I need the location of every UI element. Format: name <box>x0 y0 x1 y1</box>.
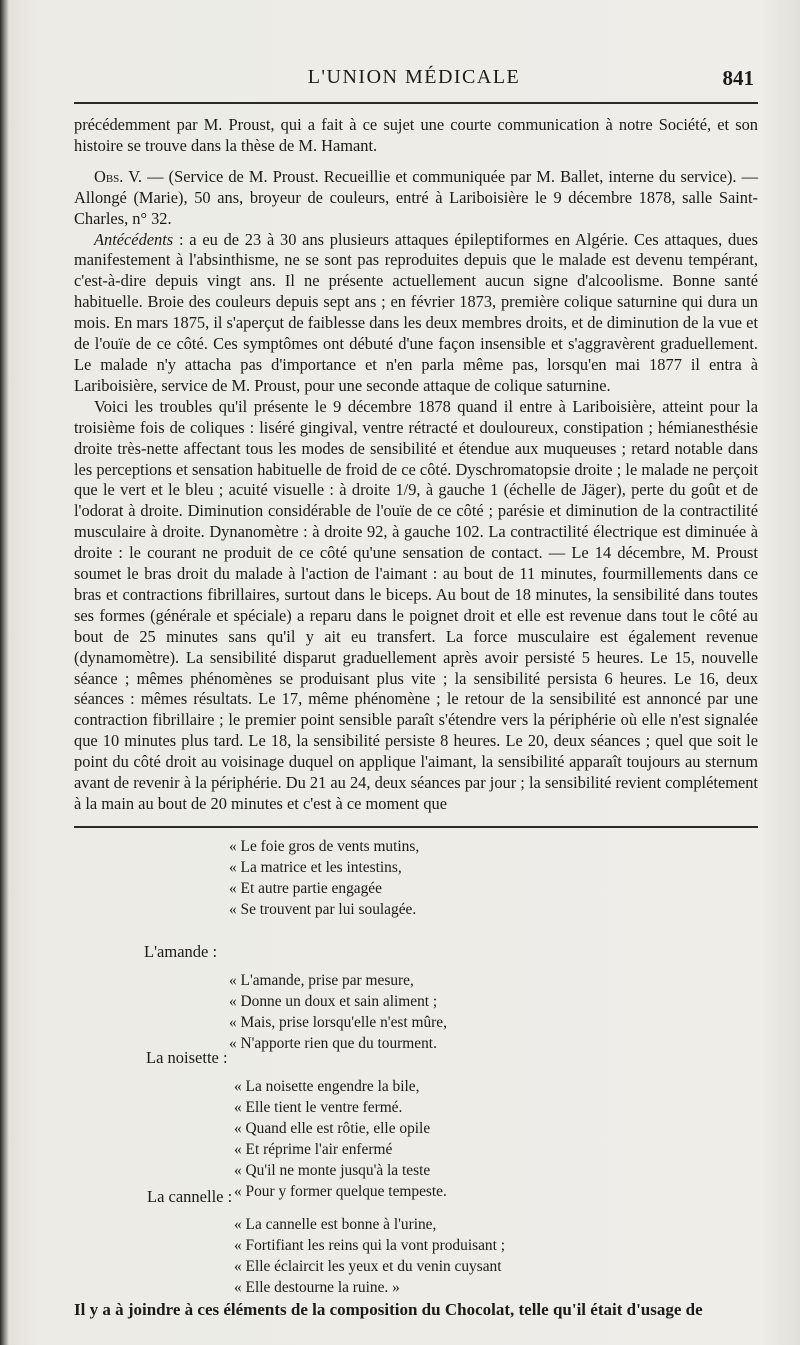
article-body <box>74 115 758 815</box>
troubles-paragraph: Voici les troubles qu'il présente le 9 décembre 1878 quand il entre à Lariboisière, atteint pour la troisième fois de coliques : liséré gingival, ventre rétracté et douloureux, constipation ; hémianesthésie droite très-nette affectant tous les modes de sensibilité et étendue aux muqueuses ; retard notable dans les perceptions et sensation habituelle de froid de ce côté. Dyschromatopsie droite ; le malade ne perçoit que le vert et le bleu ; acuité visuelle : à droite 1/9, à gauche 1 (échelle de Jäger), perte du goût et de l'odorat à droite. Diminution considérable de l'ouïe de ce côté ; parésie et diminution de la contractilité musculaire à droite. Dynanomètre : à droite 92, à gauche 102. La contractilité électrique est diminuée à droite : le courant ne produit de ce côté qu'une sensation de contact. — Le 14 décembre, M. Proust soumet le bras droit du malade à l'action de l'aimant : au bout de 11 minutes, fourmillements dans ce bras et contractions fibrillaires, surtout dans le biceps. Au bout de 18 minutes, la sensibilité dans toutes ses formes (générale et spéciale) a reparu dans le poignet droit et elle est revenue dans tout le côté au bout de 25 minutes sans qu'il y ait eu transfert. La force musculaire est également revenue (dynamomètre). La sensibilité disparut graduellement après avoir persisté 5 heures. Le 15, nouvelle séance ; mêmes phénomènes se produisant plus vite ; la sensibilité persista 6 heures. Le 16, deux séances : mêmes résultats. Le 17, même phénomène ; le retour de la sensibilité est annoncé par une contraction fibrillaire ; le premier point sensible paraît s'étendre vers la périphérie où elle n'est signalée que 10 minutes plus tard. Le 18, la sensibilité persiste 8 heures. Le 20, deux séances ; quel que soit le point du côté droit au voisinage duquel on applique l'aimant, la sensibilité apparaît toujours au sternum avant de revenir à la périphérie. Du 21 au 24, deux séances par jour ; la sensibilité revient complétement à la main au bout de 20 minutes et c'est à ce moment que <box>74 396 758 813</box>
label-noisette: La noisette : <box>146 1048 228 1067</box>
running-title: L'UNION MÉDICALE <box>307 66 521 88</box>
stanza-noisette <box>234 1076 800 1202</box>
verse-line: « Quand elle est rôtie, elle opile <box>234 1120 431 1137</box>
final-line: Il y a à joindre à ces éléments de la composition du Chocolat, telle qu'il était d'usage de <box>74 1300 703 1319</box>
verse-line: « La noisette engendre la bile, <box>234 1078 420 1095</box>
antecedents-text: : a eu de 23 à 30 ans plusieurs attaques épileptiformes en Algérie. Ces attaques, dues manifestement à l'absinthisme, ne se sont pas reproduites depuis que le malade est devenu tempérant, c'est-à-dire depuis vingt ans. Il ne présente actuellement aucun signe d'alcoolisme. Bonne santé habituelle. Broie des couleurs depuis sept ans ; en février 1873, première colique saturnine qui dura un mois. En mars 1875, il s'aperçut de faiblesse dans les deux membres droits, et de diminution de la vue et de l'ouïe de ce côté. Ces symptômes ont débuté d'une façon insensible et s'aggravèrent graduellement. Le malade n'y attacha pas d'importance et n'en parla même pas, lorsqu'en mai 1877 il entra à Lariboisière, service de M. Proust, pour une seconde attaque de colique saturnine. <box>74 229 758 395</box>
stanza-cannelle <box>234 1214 800 1298</box>
antecedents-label: Antécédents <box>94 229 174 249</box>
header-rule <box>74 102 758 104</box>
verse-line: « Elle destourne la ruine. » <box>234 1279 400 1296</box>
stanza-intro <box>229 836 800 920</box>
verse-line: « Et autre partie engagée <box>229 880 382 897</box>
page-number: 841 <box>722 66 754 90</box>
verse-line: « Et réprime l'air enfermé <box>234 1141 393 1158</box>
intro-paragraph: précédemment par M. Proust, qui a fait à ce sujet une courte communication à notre Société, et son histoire se trouve dans la thèse de M. Hamant. <box>74 115 758 155</box>
verse-line: « Qu'il ne monte jusqu'à la teste <box>234 1162 431 1179</box>
verse-line: « N'apporte rien que du tourment. <box>229 1035 437 1052</box>
antecedents-paragraph <box>74 230 758 397</box>
verse-line: « L'amande, prise par mesure, <box>229 972 414 989</box>
verse-line: « Fortifiant les reins qui la vont produisant ; <box>234 1237 506 1254</box>
verse-line: « Se trouvent par lui soulagée. <box>229 901 417 918</box>
stanza-amande <box>229 970 800 1054</box>
label-cannelle: La cannelle : <box>147 1187 233 1206</box>
page-header <box>74 66 754 100</box>
verse-line: « La matrice et les intestins, <box>229 859 402 876</box>
verse-line: « Elle éclaircit les yeux et du venin cuysant <box>234 1258 502 1275</box>
observation-paragraph <box>74 167 758 230</box>
verse-line: « Mais, prise lorsqu'elle n'est mûre, <box>229 1014 447 1031</box>
verse-line: « La cannelle est bonne à l'urine, <box>234 1216 437 1233</box>
verse-line: « Pour y former quelque tempeste. <box>234 1183 447 1200</box>
verse-line: « Donne un doux et sain aliment ; <box>229 993 438 1010</box>
observation-text: — (Service de M. Proust. Recueillie et communiquée par M. Ballet, interne du service). — Allongé (Marie), 50 ans, broyeur de couleurs, entré à Lariboisière le 9 décembre 1878, salle Saint-Charles, n° 32. <box>74 166 758 228</box>
verse-line: « Le foie gros de vents mutins, <box>229 838 420 855</box>
observation-label: Obs. V. <box>94 166 143 186</box>
label-amande: L'amande : <box>144 942 218 961</box>
verse-line: « Elle tient le ventre fermé. <box>234 1099 403 1116</box>
section-rule <box>74 826 758 828</box>
